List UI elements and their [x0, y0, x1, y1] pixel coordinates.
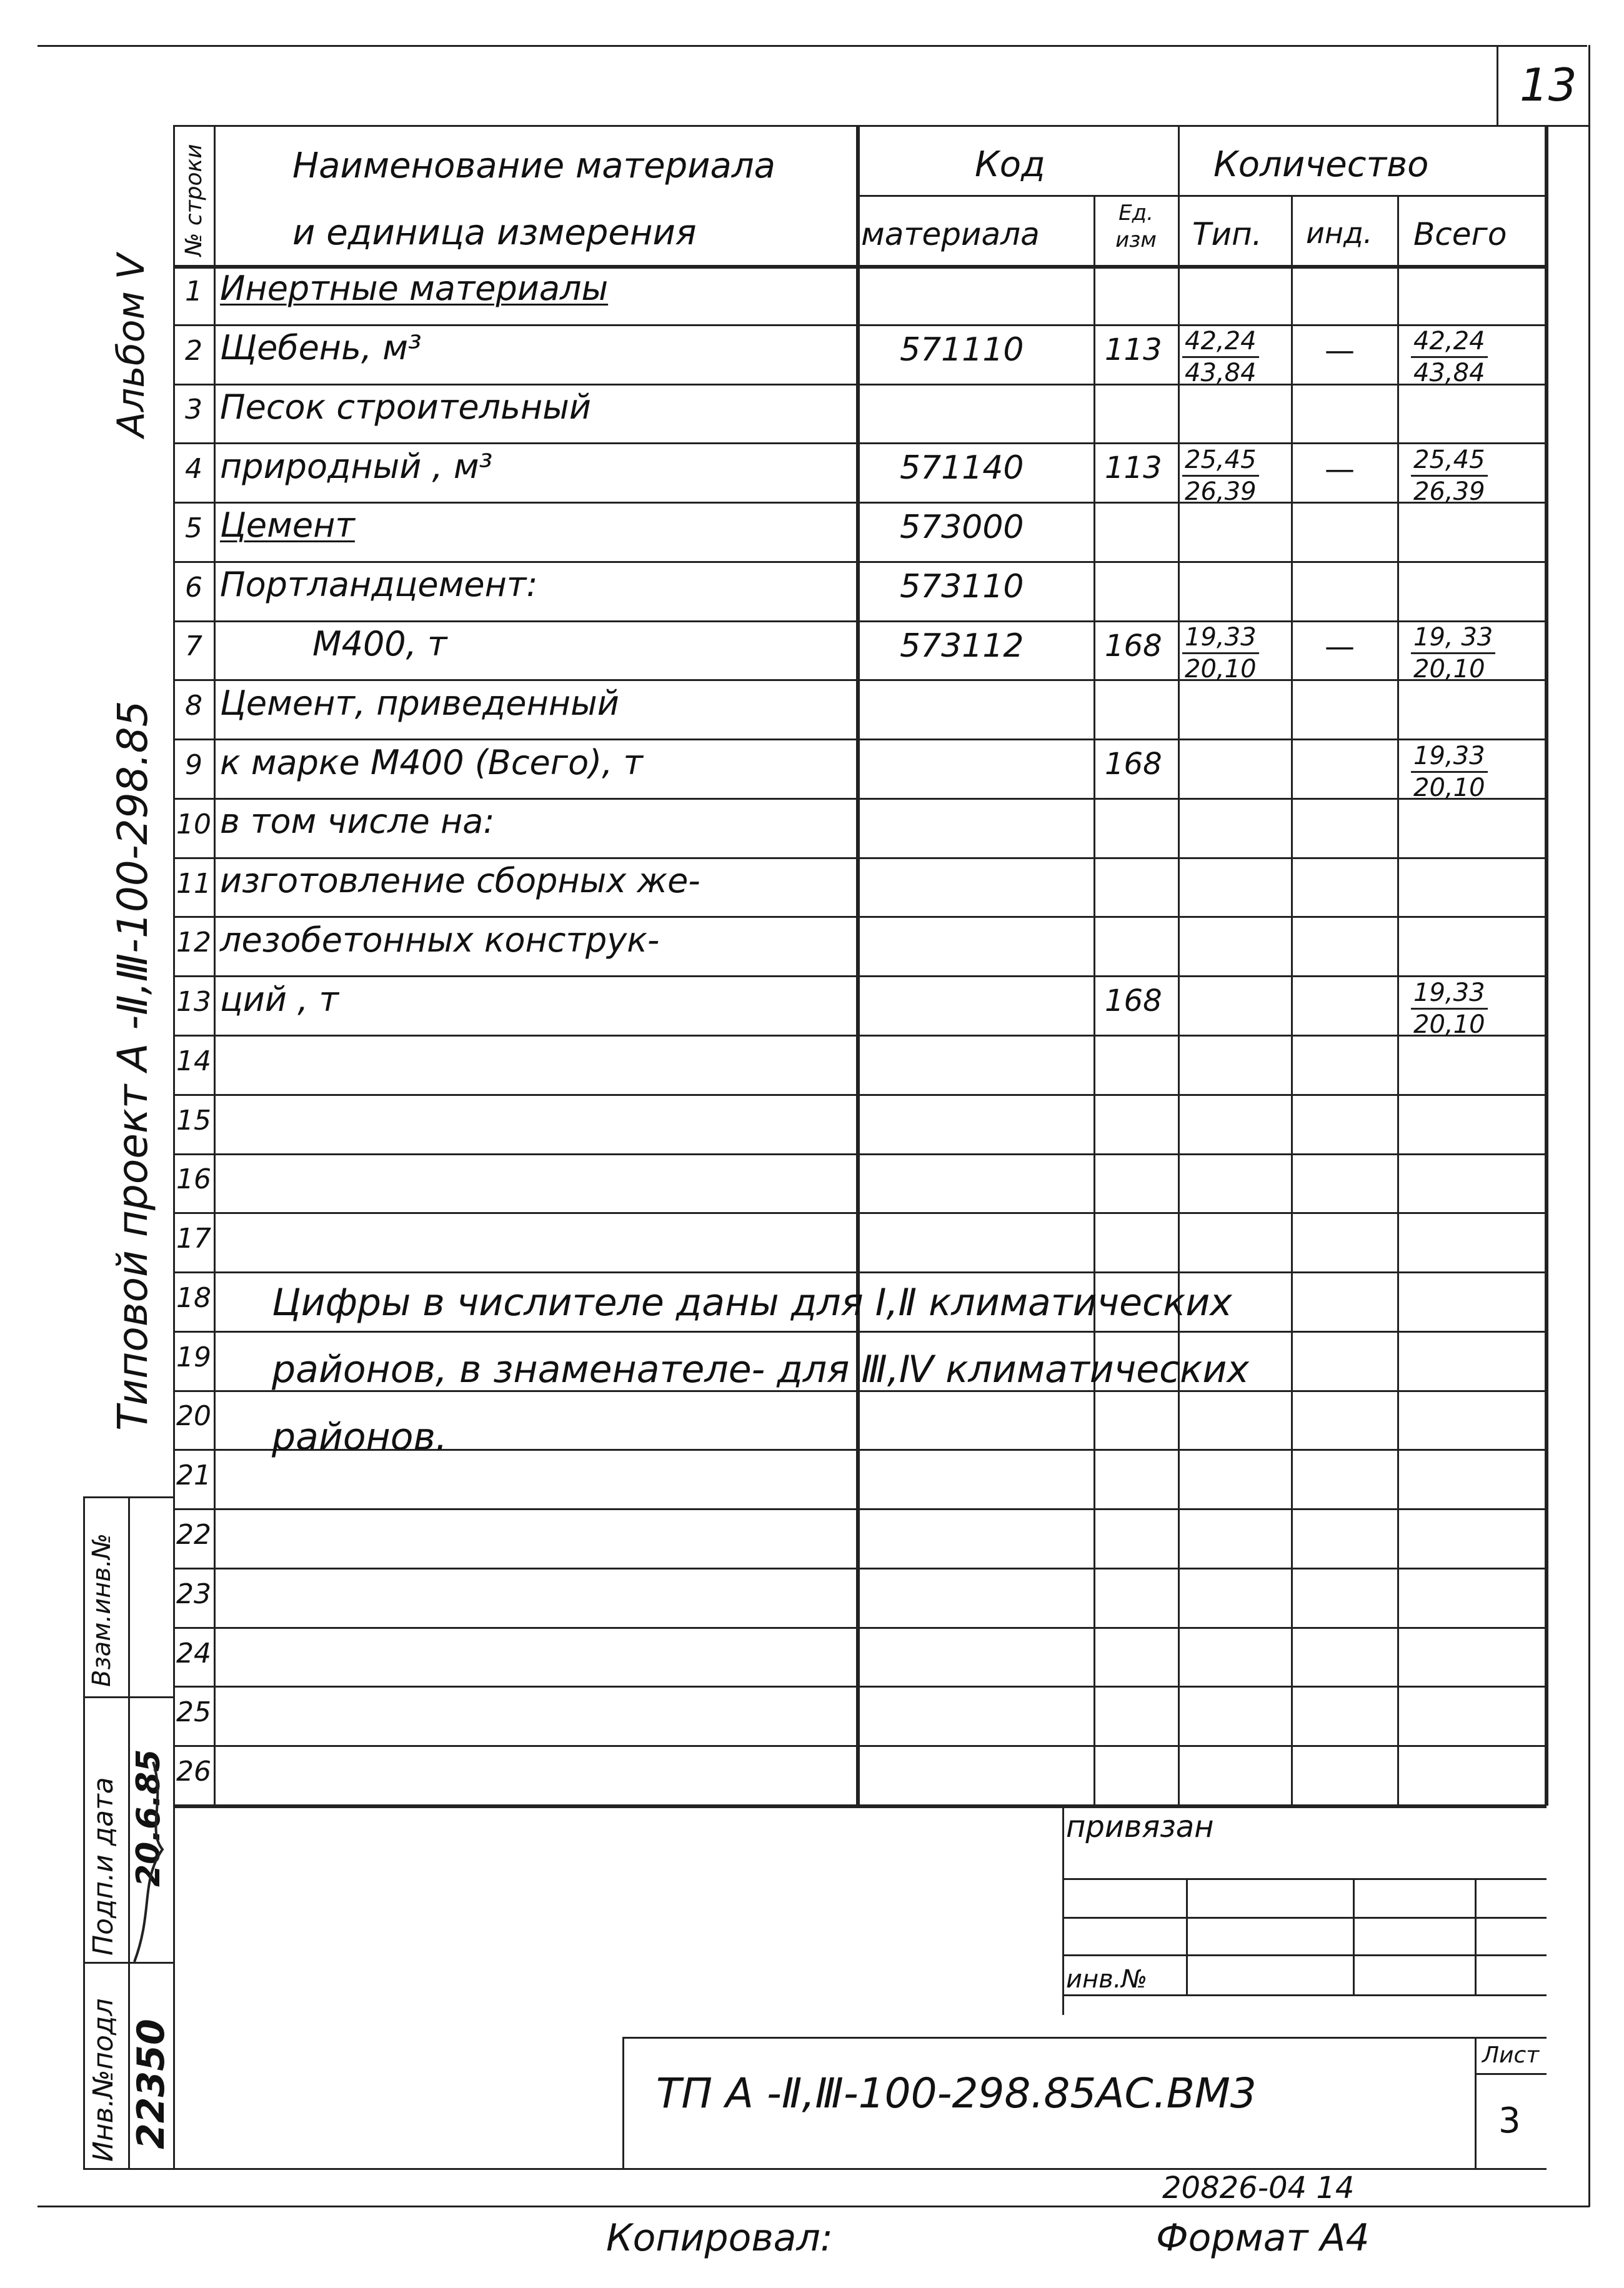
left-stamp-div1: [83, 1696, 174, 1698]
row-number: 9: [185, 749, 202, 781]
designation: ТП А -Ⅱ,Ⅲ-100-298.85АС.ВМ3: [656, 2069, 1257, 2117]
rownum-header: № строки: [181, 144, 207, 256]
row-name: изготовление сборных же-: [220, 861, 700, 900]
project-label: Типовой проект А -Ⅱ,Ⅲ-100-298.85: [109, 700, 157, 1431]
list-label: Лист: [1482, 2042, 1540, 2068]
row-code: 573112: [900, 627, 1024, 665]
left-stamp-outer: [83, 1496, 85, 2170]
stamp-top: [1062, 1806, 1547, 1808]
album-label: Альбом Ⅴ: [109, 254, 153, 437]
col-total-border: [1545, 125, 1548, 1806]
row-number: 21: [176, 1460, 211, 1491]
row-number: 4: [185, 453, 202, 485]
stamp-line-1: [1062, 1878, 1547, 1880]
row-number: 2: [185, 335, 202, 367]
total-denominator: 20,10: [1413, 773, 1485, 802]
row-line: [173, 1568, 1547, 1569]
row-number: 10: [176, 808, 211, 840]
sheet-corner-number: 13: [1520, 59, 1577, 111]
row-name: к марке М400 (Всего), т: [220, 743, 644, 782]
frame-top-line: [37, 45, 1587, 47]
row-name: Щебень, м³: [220, 328, 422, 367]
row-number: 16: [176, 1163, 211, 1195]
row-number: 17: [176, 1223, 211, 1255]
total-denominator: 20,10: [1413, 1010, 1485, 1039]
row-number: 11: [176, 868, 211, 900]
row-number: 5: [185, 512, 202, 544]
stamp-col-1: [1186, 1878, 1188, 1994]
row-number: 22: [176, 1519, 211, 1551]
row-line: [173, 1271, 1547, 1273]
row-line: [173, 798, 1547, 800]
row-line: [173, 679, 1547, 681]
row-number: 1: [185, 276, 202, 307]
row-typ-fraction: [1182, 625, 1259, 682]
total-numerator: 25,45: [1411, 447, 1488, 477]
col-name-border: [856, 125, 860, 1806]
total-denominator: 20,10: [1413, 655, 1485, 684]
qty-typ-header: Тип.: [1192, 216, 1262, 252]
code-material-header: материала: [861, 216, 1040, 252]
row-number: 13: [176, 986, 211, 1018]
frame-right-line: [1588, 45, 1590, 2207]
row-total-fraction: [1411, 744, 1488, 800]
stamp-col-2: [1353, 1878, 1355, 1994]
left-stamp-top: [83, 1496, 174, 1498]
row-line: [173, 1508, 1547, 1510]
row-line: [173, 384, 1547, 385]
row-number: 23: [176, 1578, 211, 1610]
row-unit: 113: [1105, 332, 1162, 367]
copied-label: Копировал:: [606, 2216, 834, 2260]
row-number: 24: [176, 1638, 211, 1669]
row-number: 6: [185, 572, 202, 604]
row-total-fraction: [1411, 625, 1495, 682]
qty-header: Количество: [1213, 144, 1429, 185]
row-line: [173, 975, 1547, 977]
total-numerator: 19, 33: [1411, 625, 1495, 654]
row-unit: 113: [1105, 450, 1162, 485]
row-total-fraction: [1411, 447, 1488, 504]
row-code: 571140: [900, 449, 1024, 487]
row-name: М400, т: [312, 624, 447, 664]
row-line: [173, 1686, 1547, 1688]
row-line: [173, 1153, 1547, 1155]
stamp-line-2: [1062, 1917, 1547, 1919]
note-line3: районов.: [272, 1415, 447, 1459]
row-unit: 168: [1105, 629, 1162, 664]
row-typ-fraction: [1182, 447, 1259, 504]
name-header-line2: и единица измерения: [292, 212, 697, 253]
row-name: природный , м³: [220, 447, 493, 486]
row-name: Портландцемент:: [220, 565, 538, 604]
row-line: [173, 620, 1547, 622]
row-number: 25: [176, 1696, 211, 1728]
row-total-fraction: [1411, 329, 1488, 385]
podp-label: Подп.и дата: [87, 1777, 119, 1956]
corner-box-left: [1497, 45, 1498, 126]
row-line: [173, 1035, 1547, 1037]
row-ind-dash: —: [1325, 629, 1355, 664]
left-stamp-bottom: [83, 2168, 174, 2170]
list-value: 3: [1498, 2101, 1521, 2141]
row-name: Цемент, приведенный: [220, 684, 619, 723]
stamp-line-4: [1062, 1994, 1547, 1996]
row-name: Инертные материалы: [220, 269, 609, 308]
qty-ind-header: инд.: [1306, 216, 1373, 250]
row-line: [173, 1745, 1547, 1747]
typ-denominator: 20,10: [1185, 655, 1257, 684]
privyazan-label: привязан: [1066, 1809, 1214, 1844]
row-line: [173, 857, 1547, 859]
row-name: ций , т: [220, 980, 339, 1019]
row-total-fraction: [1411, 980, 1488, 1037]
row-number: 20: [176, 1400, 211, 1432]
total-denominator: 26,39: [1413, 477, 1485, 506]
row-line: [173, 561, 1547, 563]
row-code: 573000: [900, 509, 1024, 546]
col-ind-border: [1397, 195, 1399, 1806]
title-block-left: [622, 2037, 624, 2169]
table-left-border: [173, 125, 175, 2168]
row-number: 18: [176, 1282, 211, 1314]
row-unit: 168: [1105, 747, 1162, 782]
row-unit: 168: [1105, 983, 1162, 1018]
list-box-mid: [1475, 2073, 1547, 2075]
row-number: 15: [176, 1105, 211, 1137]
total-numerator: 42,24: [1411, 329, 1488, 358]
row-name: в том числе на:: [220, 802, 495, 841]
row-name: Цемент: [220, 505, 355, 545]
podp-value: 20.6.85: [130, 1749, 167, 1887]
code-header: Код: [975, 144, 1045, 185]
total-denominator: 43,84: [1413, 359, 1485, 387]
col-typ-border: [1291, 195, 1293, 1806]
typ-numerator: 19,33: [1182, 625, 1259, 654]
typ-denominator: 26,39: [1185, 477, 1257, 506]
row-line: [173, 1627, 1547, 1629]
row-number: 3: [185, 394, 202, 425]
stamp-col-3: [1475, 1878, 1477, 1994]
row-line: [173, 1331, 1547, 1333]
col-code-border: [1093, 195, 1095, 1806]
row-number: 7: [185, 630, 202, 662]
col-rownum-border: [214, 125, 216, 1806]
format-label: Формат А4: [1156, 2216, 1370, 2260]
row-number: 14: [176, 1045, 211, 1077]
total-numerator: 19,33: [1411, 744, 1488, 773]
row-line: [173, 502, 1547, 504]
inv-value: 22350: [129, 2019, 173, 2149]
signature-mark: [128, 1724, 172, 1974]
title-block-bottom: [173, 2168, 1547, 2170]
order-number: 20826-04 14: [1162, 2171, 1355, 2206]
total-numerator: 19,33: [1411, 980, 1488, 1010]
name-header-line1: Наименование материала: [292, 146, 775, 186]
vzam-label: Взам.инв.№: [87, 1533, 116, 1687]
row-ind-dash: —: [1325, 333, 1355, 368]
frame-bottom-line: [37, 2206, 1590, 2207]
stamp-line-3: [1062, 1954, 1547, 1956]
note-line2: районов, в знаменателе- для Ⅲ,Ⅳ климатических: [272, 1348, 1249, 1391]
row-line: [173, 739, 1547, 740]
stamp-left: [1062, 1806, 1064, 2015]
code-unit-header: Ед. изм: [1115, 201, 1157, 252]
row-line: [173, 442, 1547, 444]
list-box-left: [1475, 2037, 1477, 2169]
row-number: 12: [176, 927, 211, 958]
row-code: 573110: [900, 568, 1024, 605]
note-line1: Цифры в числителе даны для Ⅰ,Ⅱ климатических: [272, 1281, 1232, 1325]
header-top: [173, 125, 1547, 127]
row-name: лезобетонных конструк-: [220, 920, 660, 960]
row-line: [173, 916, 1547, 918]
inv-no-label: инв.№: [1066, 1965, 1148, 1994]
row-name: Песок строительный: [220, 387, 591, 427]
title-block-top: [622, 2037, 1547, 2039]
typ-numerator: 42,24: [1182, 329, 1259, 358]
row-code: 571110: [900, 331, 1024, 369]
row-line: [173, 1212, 1547, 1214]
row-ind-dash: —: [1325, 452, 1355, 487]
qty-total-header: Всего: [1413, 216, 1507, 252]
row-line: [173, 324, 1547, 326]
row-number: 19: [176, 1341, 211, 1373]
typ-numerator: 25,45: [1182, 447, 1259, 477]
row-number: 26: [176, 1756, 211, 1788]
row-number: 8: [185, 690, 202, 722]
row-line: [173, 1094, 1547, 1096]
col-unit-border: [1178, 125, 1180, 1806]
row-typ-fraction: [1182, 329, 1259, 385]
header-sub-line: [856, 195, 1547, 197]
typ-denominator: 43,84: [1185, 359, 1257, 387]
inv-label: Инв.№подл: [87, 1998, 119, 2162]
